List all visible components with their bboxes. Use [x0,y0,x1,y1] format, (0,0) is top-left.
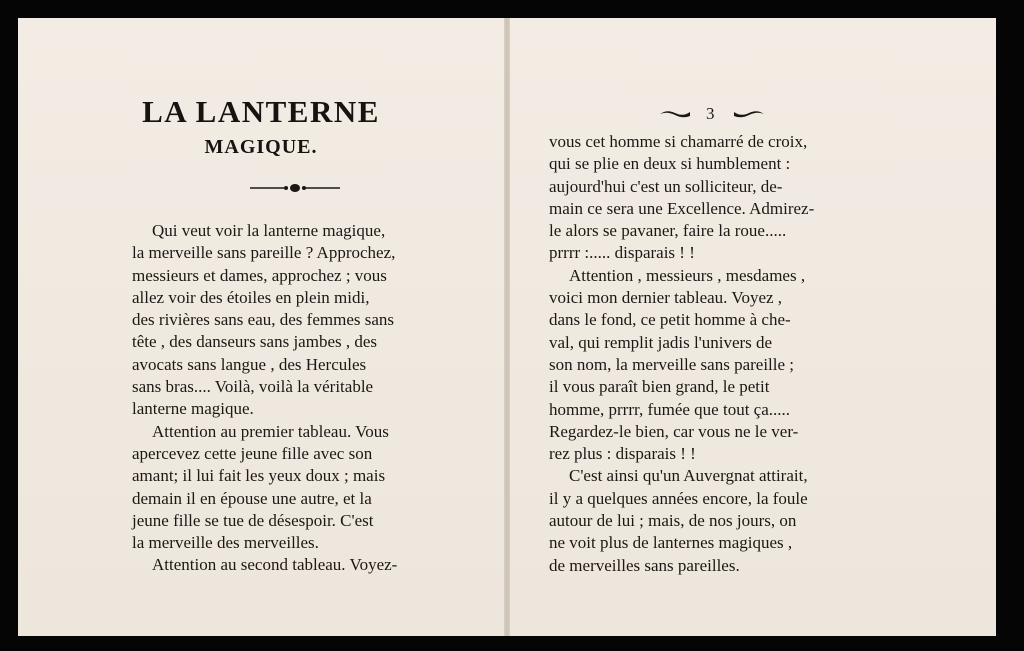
text-line: messieurs et dames, approchez ; vous [132,265,387,285]
right-body-text [549,131,814,577]
text-line: Qui veut voir la lanterne magique, [152,221,386,240]
text-line: demain il en épouse une autre, et la [132,488,372,508]
right-ornament-icon [732,109,766,119]
text-line: dans le fond, ce petit homme à che- [549,310,791,330]
page-subtitle: MAGIQUE. [204,136,318,158]
text-line: Attention , messieurs , mesdames , [569,265,806,285]
text-line: son nom, la merveille sans pareille ; [549,354,795,374]
text-line: apercevez cette jeune fille avec son [132,443,373,463]
text-line: qui se plie en deux si humblement : [549,154,791,174]
text-line: le alors se pavaner, faire la roue..... [549,221,787,241]
text-line: ne voit plus de lanternes magiques , [549,533,793,553]
text-line: lanterne magique. [132,399,254,419]
left-page [18,18,504,636]
text-line: avocats sans langue , des Hercules [132,354,367,374]
page-title: LA LANTERNE [142,94,380,129]
text-line: aujourd'hui c'est un solliciteur, de- [549,176,783,196]
text-line: Attention au premier tableau. Vous [152,421,389,441]
text-line: la merveille sans pareille ? Approchez, [132,243,396,263]
text-line: amant; il lui fait les yeux doux ; mais [132,466,386,486]
text-line: allez voir des étoiles en plein midi, [132,287,370,307]
text-line: la merveille des merveilles. [132,533,319,553]
right-page [510,18,996,636]
fleuron-ornament-icon [248,181,342,195]
text-line: prrrr :..... disparais ! ! [549,243,695,263]
open-booklet [18,18,996,636]
text-line: rez plus : disparais ! ! [549,444,696,464]
text-line: vous cet homme si chamarré de croix, [549,132,808,151]
text-line: voici mon dernier tableau. Voyez , [549,288,783,308]
text-line: homme, prrrr, fumée que tout ça..... [549,399,791,419]
left-body-text [132,220,397,577]
text-line: val, qui remplit jadis l'univers de [549,332,773,352]
page-header [658,104,768,124]
text-line: autour de lui ; mais, de nos jours, on [549,511,797,531]
text-line: Regardez-le bien, car vous ne le ver- [549,421,799,441]
text-line: des rivières sans eau, des femmes sans [132,310,395,330]
text-line: de merveilles sans pareilles. [549,555,740,575]
text-line: jeune fille se tue de désespoir. C'est [132,510,374,530]
text-line: il vous paraît bien grand, le petit [549,377,770,397]
text-line: tête , des danseurs sans jambes , des [132,332,378,352]
text-line: il y a quelques années encore, la foule [549,488,808,508]
left-ornament-icon [658,109,692,119]
text-line: main ce sera une Excellence. Admirez- [549,198,815,218]
text-line: C'est ainsi qu'un Auvergnat attirait, [569,466,808,486]
text-line: Attention au second tableau. Voyez- [152,555,398,575]
text-line: sans bras.... Voilà, voilà la véritable [132,377,374,397]
page-number: 3 [706,104,715,123]
